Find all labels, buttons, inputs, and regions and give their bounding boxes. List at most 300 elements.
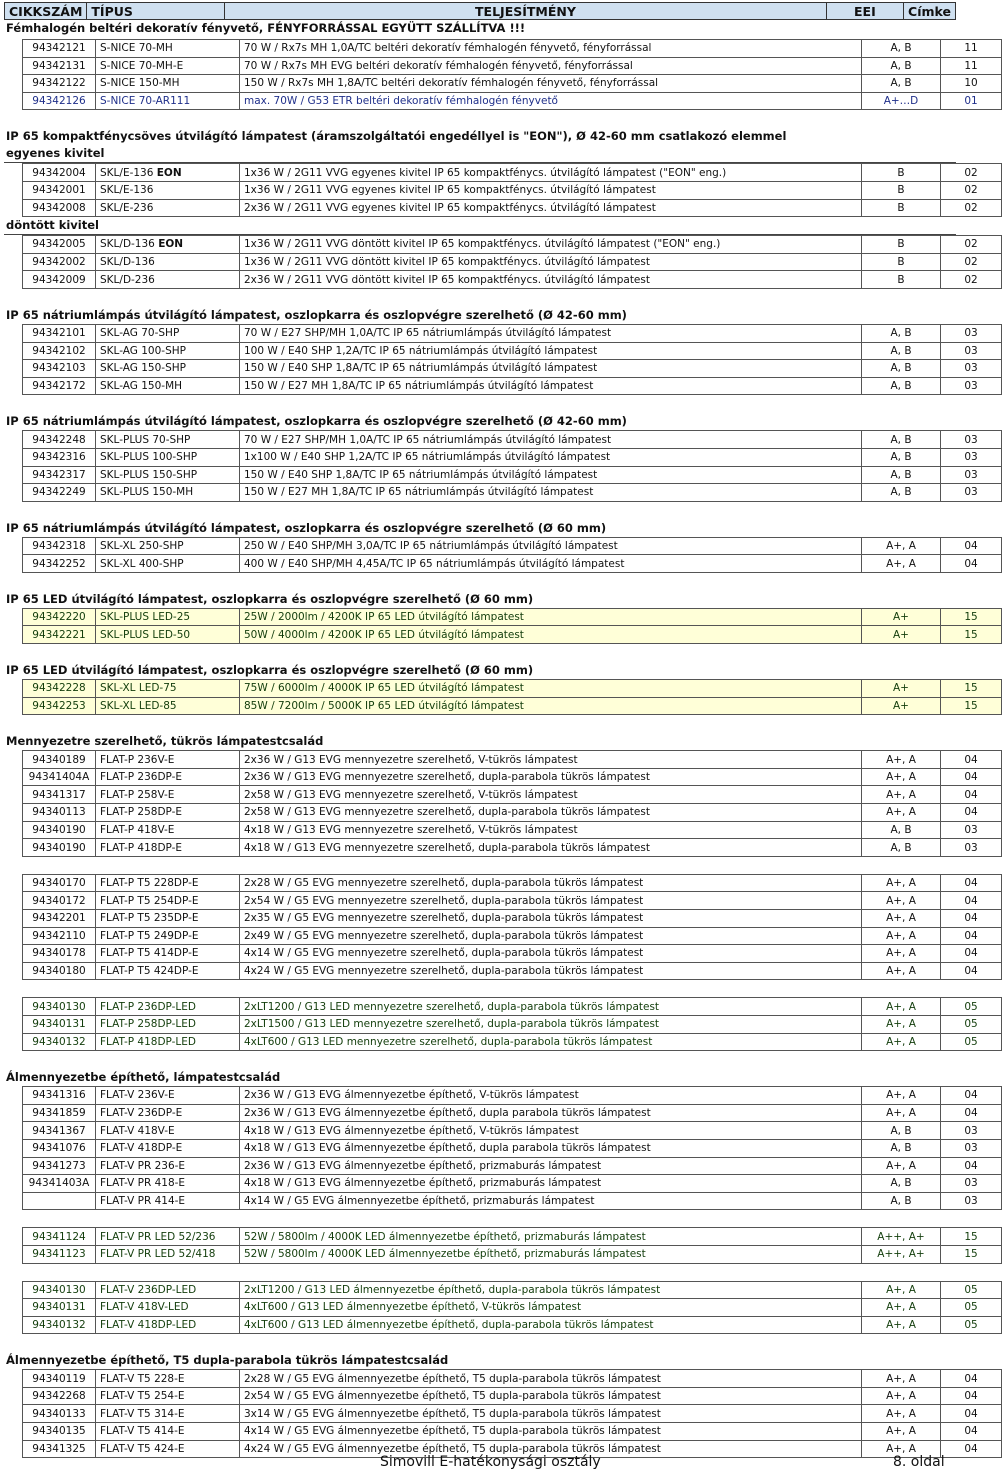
cell-teljesitmeny: 150 W / E40 SHP 1,8A/TC IP 65 nátriumlámpás útvilágító lámpatest [240,466,862,484]
section-title: IP 65 LED útvilágító lámpatest, oszlopkarra és oszlopvégre szerelhető (Ø 60 mm) [6,663,534,678]
table-row [23,1281,1002,1299]
product-table [22,997,1002,1051]
cell-teljesitmeny: 2x36 W / 2G11 VVG egyenes kivitel IP 65 kompaktfénycs. útvilágító lámpatest [240,199,862,217]
cell-eei: A+, A [862,1157,941,1175]
table-row [23,998,1002,1016]
cell-cimke: 03 [941,324,1002,342]
cell-eei: A+, A [862,892,941,910]
cell-tipus: SKL-XL LED-75 [96,680,240,698]
product-groups [4,36,978,1458]
cell-cikkszam: 94342249 [23,484,96,502]
cell-tipus: SKL/E-136 [96,181,240,199]
cell-cikkszam: 94342228 [23,680,96,698]
cell-tipus: FLAT-P T5 235DP-E [96,910,240,928]
table-row [23,786,1002,804]
cell-cimke: 15 [941,697,1002,715]
table-row [23,40,1002,58]
cell-eei: A, B [862,1175,941,1193]
cell-cikkszam: 94340135 [23,1423,96,1441]
cell-cimke: 04 [941,1157,1002,1175]
cell-teljesitmeny: 70 W / E27 SHP/MH 1,0A/TC IP 65 nátriumlámpás útvilágító lámpatest [240,324,862,342]
cell-cimke: 03 [941,377,1002,395]
table-row [23,839,1002,857]
cell-teljesitmeny: 4xLT600 / G13 LED álmennyezetbe építhető, dupla-parabola tükrös lámpatest [240,1316,862,1334]
cell-cimke: 11 [941,57,1002,75]
cell-eei: B [862,236,941,254]
table-row [23,466,1002,484]
cell-cimke: 03 [941,1192,1002,1210]
page-footer [0,1454,960,1472]
table-row [23,892,1002,910]
cell-cimke: 03 [941,821,1002,839]
cell-eei: A, B [862,75,941,93]
cell-eei: A, B [862,1122,941,1140]
cell-cimke: 04 [941,1405,1002,1423]
cell-teljesitmeny: 150 W / Rx7s MH 1,8A/TC beltéri dekoratív fémhalogén fényvető, fényforrással [240,75,862,93]
table-row [23,1370,1002,1388]
cell-eei: A+, A [862,1405,941,1423]
cell-eei: A+, A [862,1316,941,1334]
cell-eei: A, B [862,1139,941,1157]
cell-teljesitmeny: 4x14 W / G5 EVG álmennyezetbe építhető, T5 dupla-parabola tükrös lámpatest [240,1423,862,1441]
cell-tipus: SKL/E-136 EON [96,164,240,182]
cell-tipus: FLAT-V PR LED 52/418 [96,1245,240,1263]
cell-cikkszam: 94342126 [23,92,96,110]
cell-eei: A+, A [862,555,941,573]
cell-teljesitmeny: max. 70W / G53 ETR beltéri dekoratív fémhalogén fényvető [240,92,862,110]
cell-teljesitmeny: 2x58 W / G13 EVG mennyezetre szerelhető, V-tükrös lámpatest [240,786,862,804]
cell-eei: A+…D [862,92,941,110]
product-table [22,1086,1002,1210]
cell-eei: A+ [862,680,941,698]
cell-cimke: 02 [941,199,1002,217]
cell-teljesitmeny: 2x36 W / G13 EVG álmennyezetbe építhető, dupla parabola tükrös lámpatest [240,1104,862,1122]
cell-cikkszam: 94340131 [23,1299,96,1317]
cell-cikkszam: 94342008 [23,199,96,217]
cell-cikkszam: 94341316 [23,1087,96,1105]
table-row [23,555,1002,573]
cell-cikkszam: 94341403A [23,1175,96,1193]
cell-tipus: FLAT-P T5 424DP-E [96,962,240,980]
cell-cimke: 04 [941,786,1002,804]
cell-cikkszam: 94340190 [23,839,96,857]
cell-tipus: FLAT-P 236DP-LED [96,998,240,1016]
cell-eei: A+, A [862,786,941,804]
cell-cimke: 04 [941,1087,1002,1105]
cell-cimke: 04 [941,910,1002,928]
table-row [23,768,1002,786]
cell-tipus: FLAT-V 418V-LED [96,1299,240,1317]
table-row [23,360,1002,378]
cell-tipus: FLAT-P 258DP-LED [96,1015,240,1033]
cell-tipus: FLAT-V 236V-E [96,1087,240,1105]
cell-eei: B [862,199,941,217]
cell-cikkszam: 94340133 [23,1405,96,1423]
cell-eei: A, B [862,324,941,342]
cell-cimke: 05 [941,1281,1002,1299]
table-row [23,804,1002,822]
cell-eei: A+, A [862,537,941,555]
page-number: 8. oldal [893,1454,945,1470]
cell-teljesitmeny: 4x18 W / G13 EVG mennyezetre szerelhető, V-tükrös lámpatest [240,821,862,839]
table-row [23,57,1002,75]
cell-cikkszam: 94342248 [23,431,96,449]
cell-tipus: SKL-PLUS LED-50 [96,626,240,644]
product-table [22,163,1002,217]
cell-eei: A+, A [862,927,941,945]
cell-teljesitmeny: 1x36 W / 2G11 VVG döntött kivitel IP 65 kompaktfénycs. útvilágító lámpatest [240,253,862,271]
cell-eei: A, B [862,431,941,449]
cell-tipus: FLAT-V T5 254-E [96,1387,240,1405]
table-row [23,608,1002,626]
product-table [22,39,1002,110]
cell-cikkszam: 94340132 [23,1033,96,1051]
cell-cimke: 05 [941,998,1002,1016]
cell-teljesitmeny: 1x36 W / 2G11 VVG egyenes kivitel IP 65 kompaktfénycs. útvilágító lámpatest ("EON" eng.) [240,164,862,182]
cell-tipus: FLAT-P T5 254DP-E [96,892,240,910]
cell-tipus: FLAT-V T5 414-E [96,1423,240,1441]
cell-eei: A, B [862,377,941,395]
cell-cikkszam [23,1192,96,1210]
footer-text: Simovill E-hatékonysági osztály [380,1454,601,1470]
cell-cikkszam: 94342122 [23,75,96,93]
cell-cimke: 04 [941,874,1002,892]
table-header [4,2,956,20]
table-row [23,164,1002,182]
cell-teljesitmeny: 70 W / Rx7s MH 1,0A/TC beltéri dekoratív fémhalogén fényvető, fényforrással [240,40,862,58]
table-row [23,1087,1002,1105]
cell-teljesitmeny: 1x36 W / 2G11 VVG egyenes kivitel IP 65 kompaktfénycs. útvilágító lámpatest [240,181,862,199]
cell-eei: A+, A [862,1087,941,1105]
table-row [23,697,1002,715]
cell-cimke: 04 [941,945,1002,963]
table-row [23,1299,1002,1317]
cell-eei: B [862,164,941,182]
cell-cimke: 04 [941,768,1002,786]
product-table [22,1227,1002,1263]
cell-eei: A+, A [862,1281,941,1299]
table-row [23,324,1002,342]
header-tipus: TÍPUS [87,3,225,20]
cell-cimke: 03 [941,1122,1002,1140]
cell-tipus: FLAT-P 236DP-E [96,768,240,786]
cell-cimke: 04 [941,1423,1002,1441]
cell-cimke: 05 [941,1299,1002,1317]
cell-cimke: 15 [941,1245,1002,1263]
cell-eei: A+ [862,697,941,715]
table-row [23,236,1002,254]
cell-cikkszam: 94341404A [23,768,96,786]
cell-eei: A+, A [862,945,941,963]
cell-cimke: 15 [941,1228,1002,1246]
cell-teljesitmeny: 4xLT600 / G13 LED álmennyezetbe építhető, V-tükrös lámpatest [240,1299,862,1317]
cell-eei: A+, A [862,768,941,786]
table-row [23,1033,1002,1051]
cell-tipus: S-NICE 70-MH [96,40,240,58]
cell-eei: A+, A [862,1033,941,1051]
cell-eei: A, B [862,1192,941,1210]
product-table [22,874,1002,981]
cell-teljesitmeny: 4xLT600 / G13 LED mennyezetre szerelhető, dupla-parabola tükrös lámpatest [240,1033,862,1051]
cell-tipus: FLAT-P 258DP-E [96,804,240,822]
cell-eei: B [862,271,941,289]
cell-eei: A+, A [862,998,941,1016]
cell-tipus: SKL-PLUS 150-MH [96,484,240,502]
cell-cikkszam: 94341325 [23,1440,96,1458]
table-row [23,1139,1002,1157]
cell-tipus: SKL-PLUS LED-25 [96,608,240,626]
cell-cimke: 04 [941,1370,1002,1388]
table-row [23,1104,1002,1122]
section-title: Álmennyezetbe építhető, lámpatestcsalád [6,1070,281,1085]
cell-cikkszam: 94340180 [23,962,96,980]
cell-cikkszam: 94342002 [23,253,96,271]
cell-cimke: 02 [941,164,1002,182]
cell-cikkszam: 94342110 [23,927,96,945]
cell-teljesitmeny: 52W / 5800lm / 4000K LED álmennyezetbe építhető, prizmaburás lámpatest [240,1245,862,1263]
cell-teljesitmeny: 4x24 W / G5 EVG álmennyezetbe építhető, T5 dupla-parabola tükrös lámpatest [240,1440,862,1458]
cell-cikkszam: 94342004 [23,164,96,182]
cell-tipus: SKL/D-236 [96,271,240,289]
cell-cikkszam: 94340189 [23,751,96,769]
cell-teljesitmeny: 2x54 W / G5 EVG álmennyezetbe építhető, T5 dupla-parabola tükrös lámpatest [240,1387,862,1405]
cell-eei: A+, A [862,1387,941,1405]
cell-cikkszam: 94342005 [23,236,96,254]
cell-cikkszam: 94342131 [23,57,96,75]
cell-teljesitmeny: 2x28 W / G5 EVG álmennyezetbe építhető, T5 dupla-parabola tükrös lámpatest [240,1370,862,1388]
cell-cimke: 05 [941,1316,1002,1334]
cell-teljesitmeny: 4x14 W / G5 EVG álmennyezetbe építhető, prizmaburás lámpatest [240,1192,862,1210]
cell-cikkszam: 94340131 [23,1015,96,1033]
cell-teljesitmeny: 2x58 W / G13 EVG mennyezetre szerelhető, dupla-parabola tükrös lámpatest [240,804,862,822]
section-title: Álmennyezetbe építhető, T5 dupla-parabola tükrös lámpatestcsalád [6,1353,449,1368]
cell-teljesitmeny: 25W / 2000lm / 4200K IP 65 LED útvilágító lámpatest [240,608,862,626]
cell-cimke: 03 [941,1139,1002,1157]
table-row [23,1316,1002,1334]
cell-eei: A++, A+ [862,1228,941,1246]
cell-tipus: SKL-XL 250-SHP [96,537,240,555]
table-row [23,1387,1002,1405]
cell-eei: A++, A+ [862,1245,941,1263]
section-subtitle: egyenes kivitel [4,145,956,163]
cell-teljesitmeny: 150 W / E27 MH 1,8A/TC IP 65 nátriumlámpás útvilágító lámpatest [240,377,862,395]
section-title: Mennyezetre szerelhető, tükrös lámpatestcsalád [6,734,324,749]
cell-tipus: FLAT-P 418DP-E [96,839,240,857]
product-table [22,324,1002,395]
cell-cikkszam: 94342221 [23,626,96,644]
cell-cikkszam: 94341273 [23,1157,96,1175]
cell-cimke: 02 [941,181,1002,199]
catalog-page [4,2,978,1458]
cell-teljesitmeny: 2x28 W / G5 EVG mennyezetre szerelhető, dupla-parabola tükrös lámpatest [240,874,862,892]
cell-teljesitmeny: 4x18 W / G13 EVG álmennyezetbe építhető, prizmaburás lámpatest [240,1175,862,1193]
header-teljesitmeny: TELJESÍTMÉNY [225,3,826,20]
cell-tipus: SKL/D-136 [96,253,240,271]
cell-cimke: 03 [941,839,1002,857]
cell-eei: A+, A [862,874,941,892]
cell-eei: A, B [862,839,941,857]
cell-cikkszam: 94342101 [23,324,96,342]
section-title: IP 65 kompaktfénycsöves útvilágító lámpatest (áramszolgáltatói engedéllyel is "EON"), Ø 42-60 mm csatlakozó elemmel [6,129,787,144]
cell-cikkszam: 94342103 [23,360,96,378]
cell-cimke: 02 [941,271,1002,289]
cell-cikkszam: 94341317 [23,786,96,804]
cell-teljesitmeny: 2x54 W / G5 EVG mennyezetre szerelhető, dupla-parabola tükrös lámpatest [240,892,862,910]
cell-cimke: 04 [941,804,1002,822]
cell-tipus: SKL-XL 400-SHP [96,555,240,573]
cell-cikkszam: 94341076 [23,1139,96,1157]
cell-tipus: SKL-AG 150-MH [96,377,240,395]
cell-cimke: 05 [941,1033,1002,1051]
cell-eei: A+ [862,626,941,644]
cell-eei: A+, A [862,1370,941,1388]
cell-cikkszam: 94342318 [23,537,96,555]
cell-eei: A, B [862,821,941,839]
table-row [23,484,1002,502]
cell-cimke: 04 [941,537,1002,555]
cell-tipus: FLAT-V 236DP-LED [96,1281,240,1299]
cell-teljesitmeny: 70 W / E27 SHP/MH 1,0A/TC IP 65 nátriumlámpás útvilágító lámpatest [240,431,862,449]
table-row [23,910,1002,928]
cell-tipus: FLAT-P 418DP-LED [96,1033,240,1051]
cell-cikkszam: 94341123 [23,1245,96,1263]
cell-tipus: FLAT-V T5 424-E [96,1440,240,1458]
cell-cikkszam: 94340170 [23,874,96,892]
cell-tipus: SKL-PLUS 70-SHP [96,431,240,449]
cell-tipus: FLAT-P 418V-E [96,821,240,839]
product-table [22,537,1002,573]
table-row [23,680,1002,698]
cell-cikkszam: 94340190 [23,821,96,839]
cell-cimke: 04 [941,927,1002,945]
cell-eei: A+, A [862,1104,941,1122]
product-table [22,679,1002,715]
cell-cimke: 03 [941,448,1002,466]
table-row [23,874,1002,892]
cell-eei: A+, A [862,910,941,928]
table-row [23,75,1002,93]
cell-cikkszam: 94342001 [23,181,96,199]
cell-teljesitmeny: 250 W / E40 SHP/MH 3,0A/TC IP 65 nátriumlámpás útvilágító lámpatest [240,537,862,555]
cell-tipus: S-NICE 70-MH-E [96,57,240,75]
cell-cikkszam: 94340132 [23,1316,96,1334]
cell-cikkszam: 94342172 [23,377,96,395]
cell-cikkszam: 94341859 [23,1104,96,1122]
cell-eei: A+, A [862,1423,941,1441]
table-row [23,1122,1002,1140]
table-row [23,181,1002,199]
cell-cimke: 04 [941,962,1002,980]
table-row [23,945,1002,963]
table-row [23,342,1002,360]
cell-cikkszam: 94342009 [23,271,96,289]
cell-tipus: FLAT-V PR LED 52/236 [96,1228,240,1246]
table-row [23,92,1002,110]
section-title: IP 65 LED útvilágító lámpatest, oszlopkarra és oszlopvégre szerelhető (Ø 60 mm) [6,591,534,606]
cell-cimke: 04 [941,892,1002,910]
table-row [23,1192,1002,1210]
cell-teljesitmeny: 4x24 W / G5 EVG mennyezetre szerelhető, dupla-parabola tükrös lámpatest [240,962,862,980]
cell-cimke: 15 [941,680,1002,698]
cell-teljesitmeny: 70 W / Rx7s MH EVG beltéri dekoratív fémhalogén fényvető, fényforrással [240,57,862,75]
table-row [23,448,1002,466]
cell-tipus: SKL/E-236 [96,199,240,217]
cell-eei: A+, A [862,1015,941,1033]
table-row [23,1175,1002,1193]
cell-eei: A+ [862,608,941,626]
cell-teljesitmeny: 2x35 W / G5 EVG mennyezetre szerelhető, dupla-parabola tükrös lámpatest [240,910,862,928]
cell-cimke: 03 [941,431,1002,449]
cell-teljesitmeny: 1x36 W / 2G11 VVG döntött kivitel IP 65 kompaktfénycs. útvilágító lámpatest ("EON" eng.) [240,236,862,254]
cell-tipus: FLAT-P T5 249DP-E [96,927,240,945]
cell-cimke: 11 [941,40,1002,58]
cell-cikkszam: 94342102 [23,342,96,360]
cell-eei: A, B [862,484,941,502]
table-row [23,1405,1002,1423]
table-row [23,1423,1002,1441]
cell-cimke: 02 [941,236,1002,254]
cell-cimke: 03 [941,360,1002,378]
cell-eei: A, B [862,448,941,466]
cell-cikkszam: 94342252 [23,555,96,573]
cell-cimke: 03 [941,342,1002,360]
cell-teljesitmeny: 4x14 W / G5 EVG mennyezetre szerelhető, dupla-parabola tükrös lámpatest [240,945,862,963]
cell-tipus: S-NICE 70-AR111 [96,92,240,110]
cell-teljesitmeny: 4x18 W / G13 EVG mennyezetre szerelhető, dupla-parabola tükrös lámpatest [240,839,862,857]
cell-teljesitmeny: 52W / 5800lm / 4000K LED álmennyezetbe építhető, prizmaburás lámpatest [240,1228,862,1246]
cell-eei: A+, A [862,1299,941,1317]
cell-cikkszam: 94342121 [23,40,96,58]
cell-teljesitmeny: 2x36 W / G13 EVG mennyezetre szerelhető, V-tükrös lámpatest [240,751,862,769]
cell-cimke: 15 [941,626,1002,644]
cell-cimke: 03 [941,1175,1002,1193]
cell-tipus: SKL-AG 150-SHP [96,360,240,378]
product-table [22,608,1002,644]
cell-tipus: SKL-PLUS 150-SHP [96,466,240,484]
cell-cimke: 05 [941,1015,1002,1033]
cell-tipus: FLAT-P 258V-E [96,786,240,804]
cell-eei: A, B [862,57,941,75]
header-cikkszam: CIKKSZÁM [5,3,87,20]
section-title: IP 65 nátriumlámpás útvilágító lámpatest, oszlopkarra és oszlopvégre szerelhető (Ø 42-60 mm) [6,307,627,322]
product-table [22,1369,1002,1458]
cell-cikkszam: 94340130 [23,998,96,1016]
table-row [23,1157,1002,1175]
cell-cimke: 04 [941,555,1002,573]
cell-tipus: FLAT-P T5 228DP-E [96,874,240,892]
product-table [22,750,1002,857]
section-subtitle: döntött kivitel [4,217,956,235]
cell-teljesitmeny: 2xLT1200 / G13 LED álmennyezetbe építhető, dupla-parabola tükrös lámpatest [240,1281,862,1299]
cell-tipus: FLAT-V T5 228-E [96,1370,240,1388]
cell-teljesitmeny: 50W / 4000lm / 4200K IP 65 LED útvilágító lámpatest [240,626,862,644]
cell-cimke: 01 [941,92,1002,110]
product-table [22,235,1002,289]
cell-teljesitmeny: 1x100 W / E40 SHP 1,2A/TC IP 65 nátriumlámpás útvilágító lámpatest [240,448,862,466]
cell-teljesitmeny: 3x14 W / G5 EVG álmennyezetbe építhető, T5 dupla-parabola tükrös lámpatest [240,1405,862,1423]
table-row [23,377,1002,395]
table-row [23,271,1002,289]
cell-tipus: S-NICE 150-MH [96,75,240,93]
cell-tipus: SKL-PLUS 100-SHP [96,448,240,466]
cell-teljesitmeny: 2x36 W / G13 EVG álmennyezetbe építhető, prizmaburás lámpatest [240,1157,862,1175]
table-row [23,962,1002,980]
cell-cikkszam: 94342220 [23,608,96,626]
cell-eei: A+, A [862,751,941,769]
header-eei: EEI [826,3,903,20]
cell-teljesitmeny: 150 W / E27 MH 1,8A/TC IP 65 nátriumlámpás útvilágító lámpatest [240,484,862,502]
cell-tipus: FLAT-V 418DP-E [96,1139,240,1157]
